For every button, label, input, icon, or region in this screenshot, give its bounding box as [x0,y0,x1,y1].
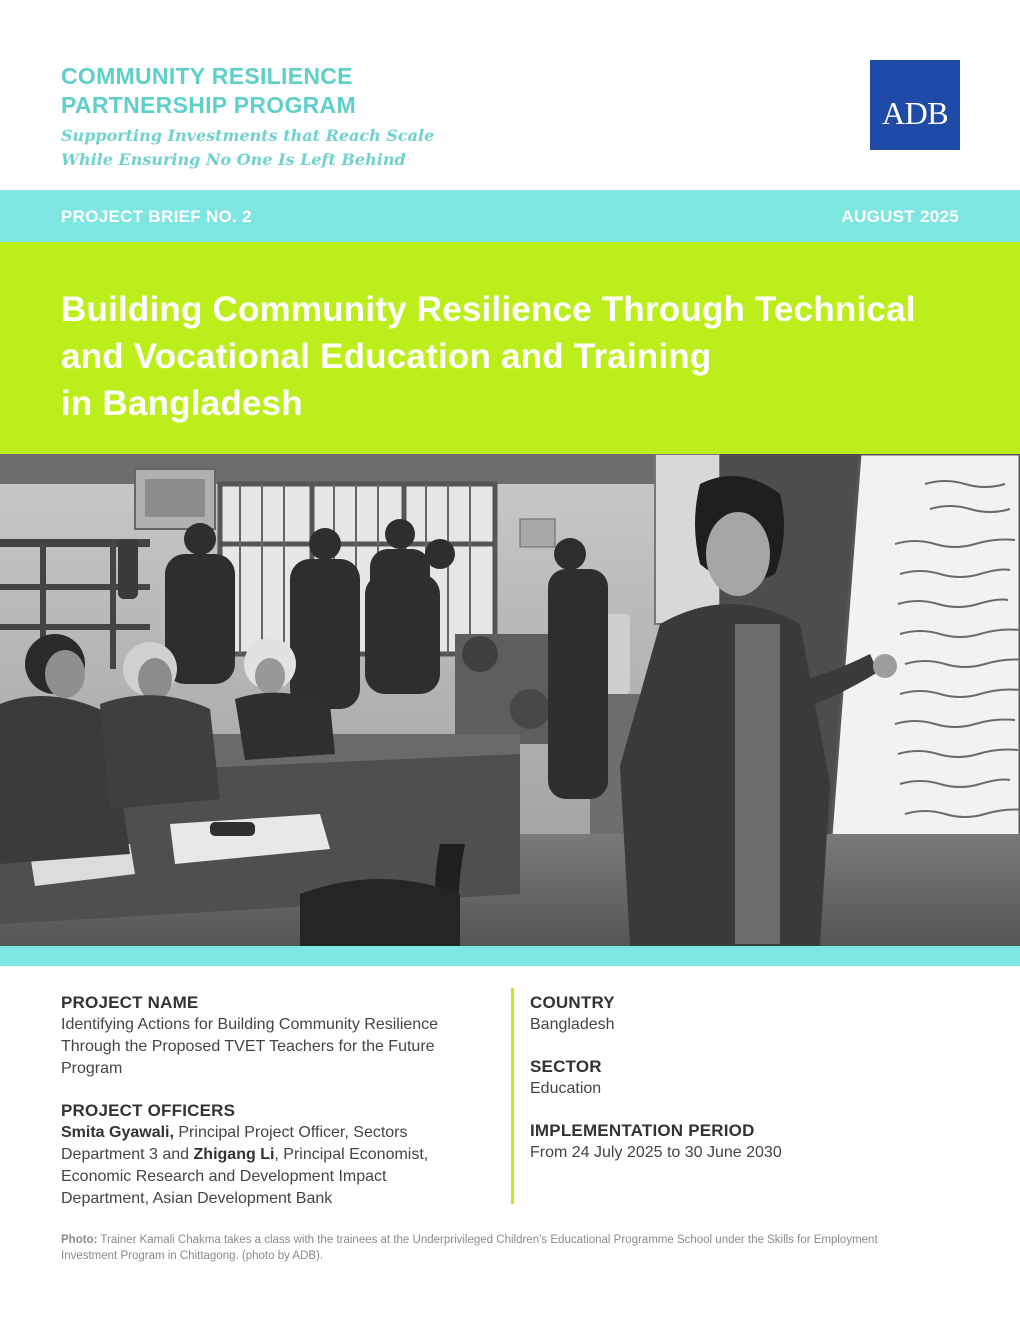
implementation-period-label: IMPLEMENTATION PERIOD [530,1121,755,1140]
caption-label: Photo: [61,1234,98,1246]
officer2-role-c: Department, Asian Development Bank [61,1190,333,1207]
photo-caption [61,1232,961,1264]
implementation-period-value: From 24 July 2025 to 30 June 2030 [530,1144,782,1161]
adb-logo-text: ADB [881,95,949,131]
brief-number: PROJECT BRIEF NO. 2 [61,207,252,226]
program-title [61,62,356,120]
document-title-line3: in Bangladesh [61,384,303,423]
caption-line2: Investment Program in Chittagong. (photo by ADB). [61,1250,324,1262]
officer2-role-b: Economic Research and Development Impact [61,1168,387,1185]
project-name-line2: Through the Proposed TVET Teachers for the Future [61,1038,435,1055]
document-title [61,286,981,427]
header [0,0,1020,190]
officer1-name: Smita Gyawali, [61,1124,174,1141]
column-divider [511,988,514,1204]
brief-date: AUGUST 2025 [841,207,959,226]
program-subtitle-line2: While Ensuring No One Is Left Behind [61,150,406,169]
details-right-column [530,992,960,1164]
project-name-line3: Program [61,1060,123,1077]
project-officers-label: PROJECT OFFICERS [61,1101,236,1120]
officer2-name: Zhigang Li [193,1146,275,1163]
project-details [0,966,1020,1226]
photo-strip [0,946,1020,966]
country-value: Bangladesh [530,1016,615,1033]
details-left-column [61,992,491,1210]
project-name [61,1014,491,1080]
program-title-line2: PARTNERSHIP PROGRAM [61,92,356,118]
project-name-line1: Identifying Actions for Building Community Resilience [61,1016,439,1033]
cover-photo [0,454,1020,946]
program-subtitle [61,124,434,172]
title-band [0,242,1020,454]
officer1-role-b: Department 3 and [61,1146,194,1163]
sector-value: Education [530,1080,602,1097]
brief-band [0,190,1020,242]
country-label: COUNTRY [530,993,615,1012]
sector-label: SECTOR [530,1057,602,1076]
program-subtitle-line1: Supporting Investments that Reach Scale [61,126,435,145]
document-title-line1: Building Community Resilience Through Technical [61,290,916,329]
document-title-line2: and Vocational Education and Training [61,337,712,376]
project-officers [61,1122,491,1210]
officer1-role-a: Principal Project Officer, Sectors [173,1124,408,1141]
project-name-label: PROJECT NAME [61,993,199,1012]
adb-logo [870,60,960,150]
classroom-photo-illustration [0,454,1020,946]
officer2-role-a: , Principal Economist, [274,1146,429,1163]
program-title-line1: COMMUNITY RESILIENCE [61,63,353,89]
caption-line1: Trainer Kamali Chakma takes a class with the trainees at the Underprivileged Children’s Educational Programme School under the Skills for Employment [97,1234,878,1246]
